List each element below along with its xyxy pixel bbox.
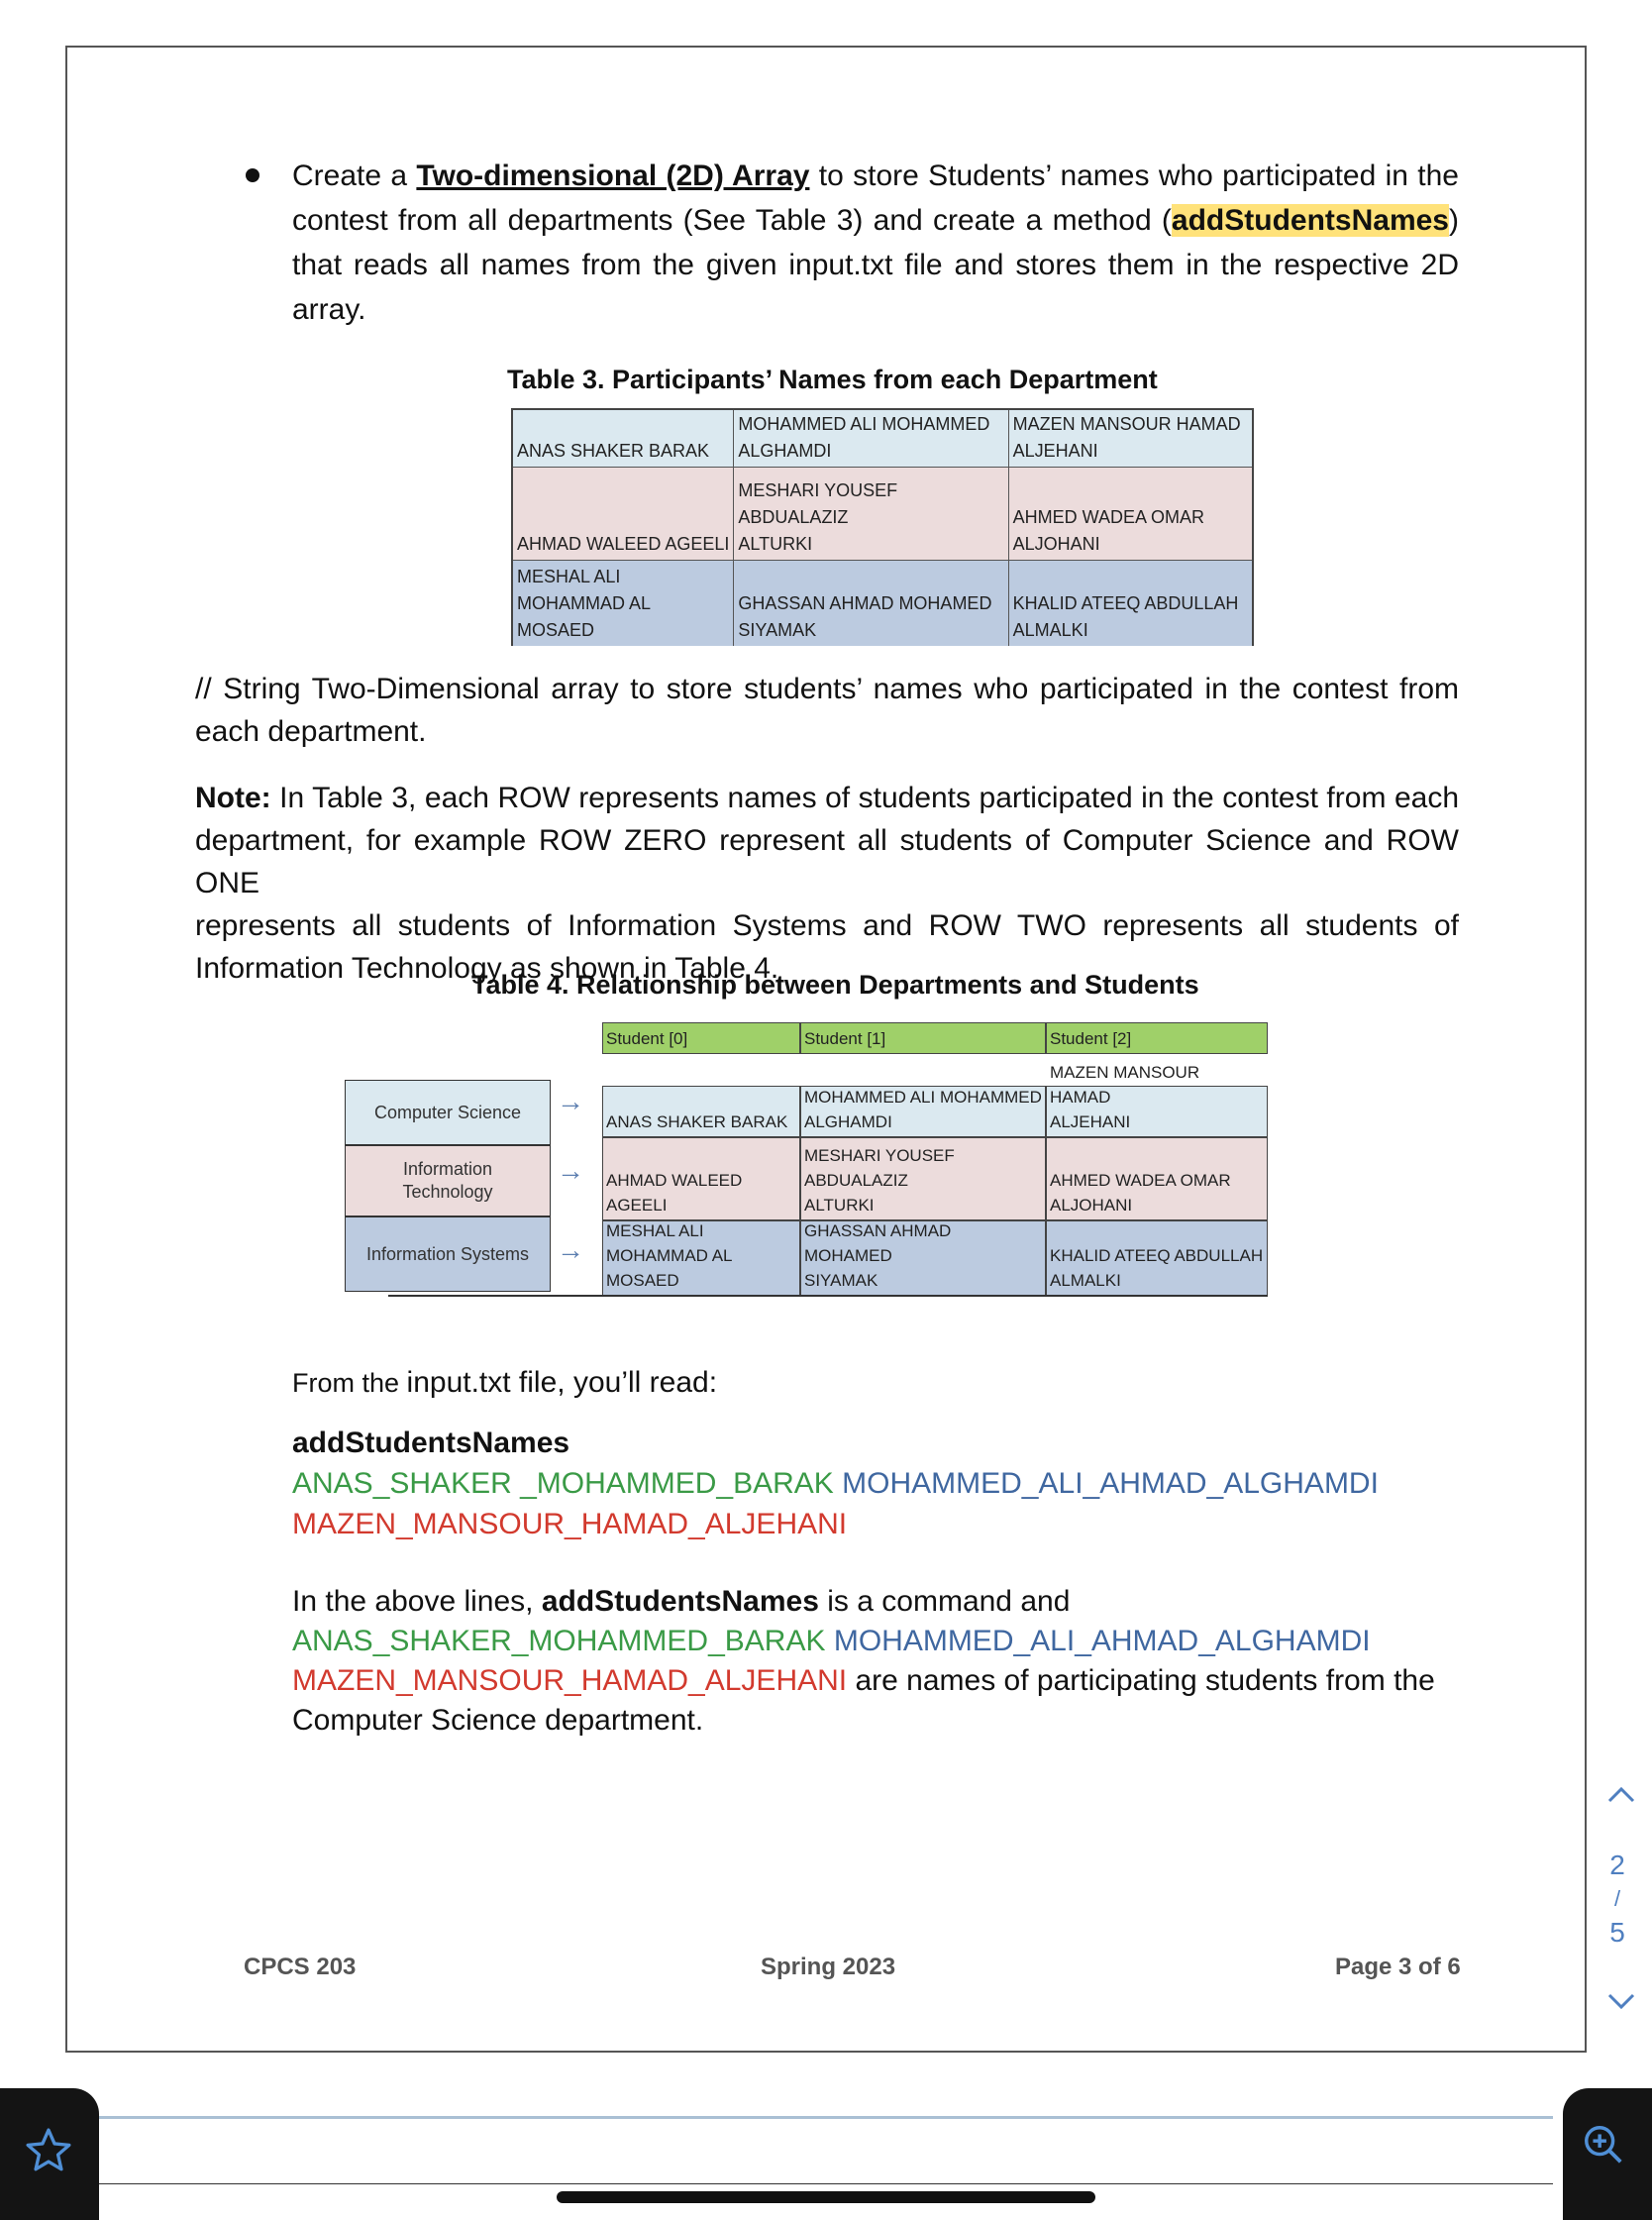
table-header-cell: Student [1] (800, 1022, 1046, 1054)
command-label: addStudentsNames (292, 1427, 570, 1459)
table-cell: MESHAL ALI MOHAMMAD AL MOSAED (602, 1220, 800, 1296)
table-cell: MOHAMMED ALI MOHAMMED ALGHAMDI (800, 1086, 1046, 1137)
bullet-line-4: array. (292, 293, 366, 326)
name-red: MAZEN_MANSOUR_HAMAD_ALJEHANI (292, 1508, 848, 1540)
bullet-paragraph (292, 154, 1459, 332)
table-cell: KHALID ATEEQ ABDULLAH ALMALKI (1009, 561, 1252, 646)
input-example (292, 1423, 1379, 1544)
chevron-down-icon[interactable] (1606, 1987, 1636, 2019)
note-line-1: Note: In Table 3, each ROW represents names of students participated in the contest from each (195, 782, 1459, 814)
array-term: Two-dimensional (2D) Array (416, 159, 810, 192)
page-current: 2 (1609, 1850, 1625, 1880)
table-cell: GHASSAN AHMAD MOHAMED SIYAMAK (734, 561, 1008, 646)
table-row (602, 1220, 1268, 1296)
note-label: Note: (195, 782, 271, 814)
input-lead: From the input.txt file, you’ll read: (292, 1366, 718, 1399)
table-cell: MAZEN MANSOUR HAMAD ALJEHANI (1009, 410, 1252, 468)
note-line-4: Information Technology as shown in Table 4. (195, 952, 779, 985)
table-row (513, 410, 1252, 468)
table-cell: AHMED WADEA OMAR ALJOHANI (1009, 468, 1252, 561)
note-line-3: represents all students of Information Systems and ROW TWO represents all students of (195, 909, 1459, 942)
table-cell: AHMED WADEA OMAR ALJOHANI (1046, 1137, 1268, 1220)
comment-paragraph (195, 668, 1459, 753)
explanation-command: addStudentsNames (541, 1585, 819, 1618)
bullet-line-3: that reads all names from the given input.txt file and stores them in the respective 2D (292, 249, 1459, 281)
table-cell: KHALID ATEEQ ABDULLAH ALMALKI (1046, 1220, 1268, 1296)
bullet-line-2: contest from all departments (See Table 3) and create a method (addStudentsNames) (292, 204, 1459, 237)
footer-term: Spring 2023 (761, 1954, 896, 1980)
page-total: 5 (1609, 1917, 1625, 1948)
table-header-cell: Student [2] (1046, 1022, 1268, 1054)
favorite-tab[interactable] (0, 2088, 99, 2220)
name-red: MAZEN_MANSOUR_HAMAD_ALJEHANI (292, 1664, 848, 1697)
table3 (511, 408, 1254, 646)
bullet-line-1: Create a Two-dimensional (2D) Array to store Students’ names who participated in the (292, 159, 1459, 192)
note-paragraph (195, 777, 1459, 990)
table-cell: MAZEN MANSOUR HAMAD ALJEHANI (1046, 1086, 1268, 1137)
footer-course: CPCS 203 (244, 1954, 357, 1980)
bullet-dot (246, 168, 259, 182)
arrow-icon: → (557, 1234, 584, 1265)
table-row (602, 1063, 1268, 1137)
table-cell: MESHARI YOUSEF ABDUALAZIZ ALTURKI (734, 468, 1008, 561)
comment-line-1: // String Two-Dimensional array to store students’ names who participated in the contest from (195, 673, 1459, 705)
explanation-paragraph: In the above lines, addStudentsNames is a command and ANAS_SHAKER_MOHAMMED_BARAK MOHAMMED_ALI_AHMAD_ALGHAMDI MAZEN_MANSOUR_HAMAD_ALJEHANI are names of participating students from the Computer Science department. (292, 1585, 1435, 1737)
table-cell: MOHAMMED ALI MOHAMMED ALGHAMDI (734, 410, 1008, 468)
name-blue: MOHAMMED_ALI_AHMAD_ALGHAMDI (842, 1467, 1379, 1500)
page-indicator (1602, 1849, 1632, 1950)
footer-page: Page 3 of 6 (1335, 1954, 1461, 1980)
arrow-icon: → (557, 1155, 584, 1186)
arrow-icon: → (557, 1086, 584, 1116)
zoom-tab[interactable] (1563, 2088, 1652, 2220)
table-row (513, 561, 1252, 646)
page-separator: / (1613, 1886, 1621, 1911)
table-cell: MESHARI YOUSEF ABDUALAZIZ ALTURKI (800, 1137, 1046, 1220)
table-cell: GHASSAN AHMAD MOHAMED SIYAMAK (800, 1220, 1046, 1296)
table-row (602, 1137, 1268, 1220)
table4-bottom-rule (388, 1295, 1268, 1297)
dept-computer-science: Computer Science (345, 1080, 551, 1145)
table-cell: AHMAD WALEED AGEELI (602, 1137, 800, 1220)
table-row (513, 468, 1252, 561)
table-header-cell: Student [0] (602, 1022, 800, 1054)
dept-information-systems: Information Systems (345, 1216, 551, 1292)
star-icon[interactable] (24, 2126, 73, 2175)
name-green: ANAS_SHAKER_MOHAMMED_BARAK (292, 1625, 826, 1657)
table4-caption: Table 4. Relationship between Departments and Students (471, 970, 1199, 1000)
dept-information-technology: Information Technology (345, 1145, 551, 1216)
note-line-2: department, for example ROW ZERO represent all students of Computer Science and ROW ONE (195, 824, 1459, 899)
table-cell: ANAS SHAKER BARAK (513, 410, 734, 468)
table3-caption: Table 3. Participants’ Names from each Department (507, 365, 1158, 394)
table-cell: AHMAD WALEED AGEELI (513, 468, 734, 561)
chevron-up-icon[interactable] (1606, 1779, 1636, 1811)
method-name-highlight: addStudentsNames (1171, 204, 1449, 237)
home-indicator[interactable] (557, 2191, 1095, 2203)
comment-line-2: each department. (195, 715, 427, 748)
table-cell: MESHAL ALI MOHAMMAD AL MOSAED (513, 561, 734, 646)
table4-header-row (602, 1022, 1268, 1054)
zoom-in-icon[interactable] (1581, 2122, 1626, 2167)
table4 (602, 1022, 1268, 1296)
name-blue: MOHAMMED_ALI_AHMAD_ALGHAMDI (833, 1625, 1371, 1657)
name-green: ANAS_SHAKER _MOHAMMED_BARAK (292, 1467, 834, 1500)
table-cell: ANAS SHAKER BARAK (602, 1086, 800, 1137)
